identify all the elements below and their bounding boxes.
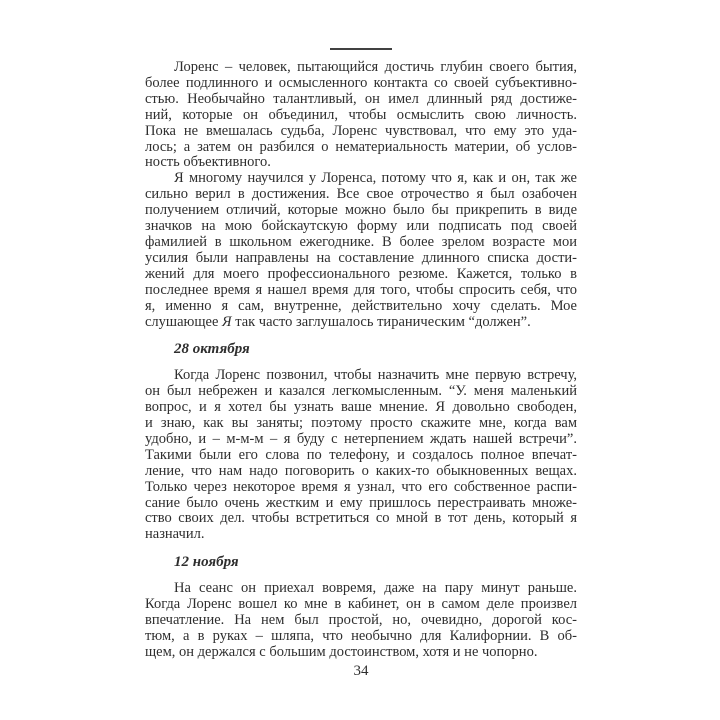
paragraph xyxy=(145,581,577,661)
text-line: жений для моего профессионального резюме. Кажется, только в xyxy=(145,265,577,282)
page-number: 34 xyxy=(353,663,369,679)
text-line: ность объективного. xyxy=(145,154,271,171)
text-line: он был небрежен и казался легкомысленным. “У. меня маленький xyxy=(145,383,577,400)
text-line: Лоренс – человек, пытающийся достичь глубин своего бытия, xyxy=(174,59,577,75)
section-divider-rule xyxy=(330,48,392,50)
text-line: я, именно я сам, внутренне, действительно хочу сделать. Мое xyxy=(145,297,577,314)
text-line: стью. Необычайно талантливый, он имел длинный ряд достиже- xyxy=(145,90,577,107)
text-line: Пока не вмешалась судьба, Лоренс чувствовал, что ему это уда- xyxy=(145,122,577,139)
text-line: впечатление. На нем был простой, но, очевидно, дорогой кос- xyxy=(145,612,577,628)
text-line xyxy=(145,315,577,331)
text-line: Когда Лоренс вошел ко мне в кабинет, он в самом деле произвел xyxy=(145,596,577,613)
text-line: тюм, а в руках – шляпа, что необычно для Калифорнии. В об- xyxy=(145,627,577,644)
text-line: ний, которые он объединил, чтобы осмыслить свою личность. xyxy=(145,106,577,123)
text-line: На сеанс он приехал вовремя, даже на пару минут раньше. xyxy=(174,580,577,597)
text-line: более подлинного и осмысленного контакта со своей субъективно- xyxy=(145,74,577,91)
text-line: ство своих дел. чтобы встретиться со мной в тот день, который я xyxy=(145,510,577,527)
paragraph xyxy=(145,60,577,171)
paragraph xyxy=(145,368,577,543)
text-line: удобно, и – м-м-м – я буду с нетерпением ждать нашей встречи”. xyxy=(145,430,577,447)
text-segment: так часто заглушалось тираническим “должен”. xyxy=(231,313,531,330)
paragraph xyxy=(145,171,577,330)
text-line: лось; а затем он разбился о нематериальность материи, об услов- xyxy=(145,138,577,155)
text-line: Я многому научился у Лоренса, потому что я, как и он, так же xyxy=(174,170,577,187)
text-line: и знаю, как вы заняты; поэтому просто скажите мне, когда вам xyxy=(145,415,577,432)
text-line: фамилией в школьном ежегоднике. В более зрелом возрасте мои xyxy=(145,233,577,250)
text-line: усилия были направлены на составление длинного списка дости- xyxy=(145,249,577,266)
text-block xyxy=(145,48,577,661)
book-page xyxy=(145,0,577,661)
date-heading: 28 октября xyxy=(174,341,250,358)
text-line: Когда Лоренс позвонил, чтобы назначить мне первую встречу, xyxy=(174,367,577,384)
text-line: вопрос, и я хотел бы узнать ваше мнение. Я довольно свободен, xyxy=(145,399,577,416)
text-line: получением отличий, которые можно было бы прикрепить в виде xyxy=(145,202,577,219)
text-line: Только через некоторое время я узнал, что его собственное распи- xyxy=(145,478,577,495)
text-line: назначил. xyxy=(145,526,205,543)
date-heading: 12 ноября xyxy=(174,554,239,571)
text-line: последнее время я нашел время для того, чтобы спросить себя, что xyxy=(145,281,577,298)
text-line: ление, что нам надо поговорить о каких-то обыкновенных вещах. xyxy=(145,462,577,479)
text-line: Такими были его слова по телефону, и создалось полное впечат- xyxy=(145,446,577,463)
text-line: значков на мою бойскаутскую форму или подписать под своей xyxy=(145,218,577,235)
text-line: сание было очень жестким и ему пришлось перестраивать множе- xyxy=(145,494,577,511)
text-line: сильно верил в достижения. Все свое отрочество я был озабочен xyxy=(145,186,577,203)
italic-text-segment: Я xyxy=(222,313,232,330)
text-segment: слушающее xyxy=(145,313,223,330)
text-line: щем, он держался с большим достоинством, хотя и не чопорно. xyxy=(145,643,538,660)
